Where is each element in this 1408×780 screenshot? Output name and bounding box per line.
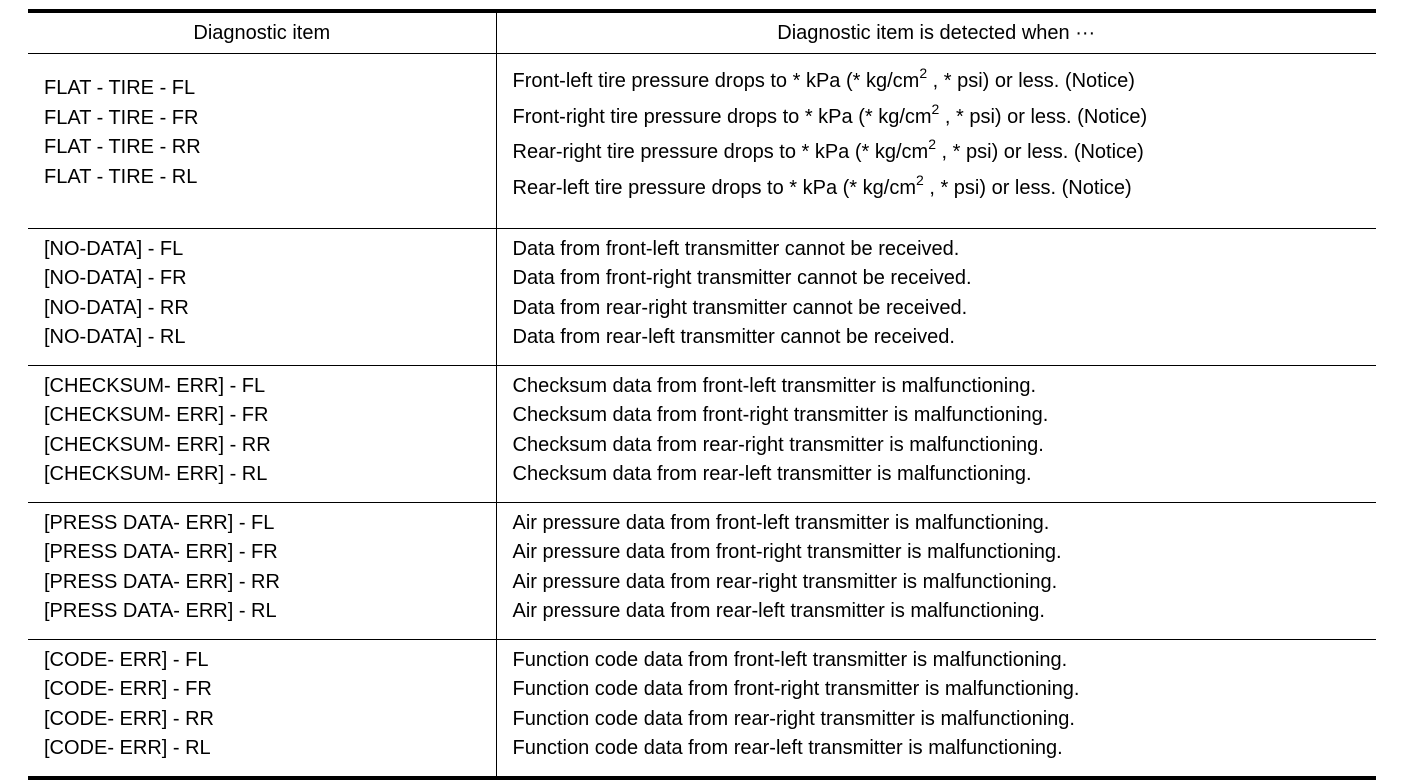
diagnostic-item: [PRESS DATA- ERR] - FR [44, 541, 278, 564]
diagnostic-table [28, 9, 1376, 780]
diagnostic-item: [CODE- ERR] - FR [44, 678, 212, 701]
detection-condition: Function code data from front-left transmitter is malfunctioning. [512, 649, 1068, 671]
diagnostic-item: FLAT - TIRE - RL [44, 165, 198, 188]
table-row-flat-tire [28, 54, 1376, 229]
detection-conditions-cell [496, 366, 1376, 503]
diagnostic-items-cell [28, 229, 496, 366]
diagnostic-item: [CODE- ERR] - RR [44, 707, 214, 730]
diagnostic-items-cell [28, 503, 496, 640]
diagnostic-item: [PRESS DATA- ERR] - FL [44, 512, 275, 534]
diagnostic-item: [CHECKSUM- ERR] - RR [44, 433, 271, 456]
detection-condition: Data from rear-left transmitter cannot be received. [512, 325, 955, 348]
diagnostic-item: [NO-DATA] - RR [44, 296, 189, 319]
detection-condition: Data from front-left transmitter cannot be received. [512, 238, 960, 260]
detection-conditions-cell [496, 229, 1376, 366]
diagnostic-item: [PRESS DATA- ERR] - RR [44, 570, 280, 593]
table-row-code-err [28, 640, 1376, 779]
detection-condition: Air pressure data from front-left transmitter is malfunctioning. [512, 512, 1050, 534]
diagnostic-item: FLAT - TIRE - RR [44, 136, 201, 158]
diagnostic-item: [CODE- ERR] - FL [44, 649, 209, 671]
diagnostic-item: [CODE- ERR] - RL [44, 736, 211, 759]
table-header-row [28, 11, 1376, 54]
detection-condition: Rear-right tire pressure drops to * kPa (* $kg/cm^2$ , * psi) or less. (Notice) [512, 136, 1144, 163]
detection-condition: Function code data from rear-right transmitter is malfunctioning. [512, 707, 1075, 730]
detection-condition: Checksum data from front-left transmitter is malfunctioning. [512, 375, 1037, 397]
detection-condition: Data from rear-right transmitter cannot be received. [512, 296, 968, 319]
diagnostic-item: [CHECKSUM- ERR] - FR [44, 404, 269, 427]
detection-condition: Rear-left tire pressure drops to * kPa (* $kg/cm^2$ , * psi) or less. (Notice) [512, 171, 1132, 199]
diagnostic-item: [PRESS DATA- ERR] - RL [44, 599, 277, 622]
detection-condition: Air pressure data from front-right transmitter is malfunctioning. [512, 541, 1062, 564]
detection-condition: Checksum data from front-right transmitter is malfunctioning. [512, 404, 1049, 427]
detection-condition: Front-right tire pressure drops to * kPa (* $kg/cm^2$ , * psi) or less. (Notice) [512, 100, 1148, 128]
detection-condition: Front-left tire pressure drops to * kPa (* $kg/cm^2$ , * psi) or less. (Notice) [512, 65, 1135, 92]
diagnostic-item: [NO-DATA] - FR [44, 267, 187, 290]
diagnostic-item: [CHECKSUM- ERR] - RL [44, 462, 268, 485]
detection-condition: Function code data from front-right transmitter is malfunctioning. [512, 678, 1080, 701]
diagnostic-item: FLAT - TIRE - FR [44, 106, 199, 129]
table-row-checksum-err [28, 366, 1376, 503]
diagnostic-items-cell [28, 640, 496, 779]
detection-condition: Data from front-right transmitter cannot be received. [512, 267, 972, 290]
table-row-press-data-err [28, 503, 1376, 640]
detection-conditions-cell [496, 54, 1376, 229]
diagnostic-items-cell [28, 54, 496, 229]
detection-condition: Checksum data from rear-left transmitter is malfunctioning. [512, 462, 1032, 485]
detection-conditions-cell [496, 503, 1376, 640]
header-diagnostic-item: Diagnostic item [193, 22, 331, 44]
diagnostic-item: FLAT - TIRE - FL [44, 77, 196, 99]
detection-condition: Checksum data from rear-right transmitter is malfunctioning. [512, 433, 1044, 456]
detection-condition: Air pressure data from rear-left transmitter is malfunctioning. [512, 599, 1045, 622]
detection-conditions-cell [496, 640, 1376, 779]
table-row-no-data [28, 229, 1376, 366]
header-detected-when: Diagnostic item is detected when ··· [496, 11, 1376, 54]
diagnostic-item: [CHECKSUM- ERR] - FL [44, 375, 266, 397]
detection-condition: Air pressure data from rear-right transmitter is malfunctioning. [512, 570, 1058, 593]
diagnostic-items-cell [28, 366, 496, 503]
diagnostic-item: [NO-DATA] - FL [44, 238, 184, 260]
diagnostic-item: [NO-DATA] - RL [44, 325, 186, 348]
detection-condition: Function code data from rear-left transmitter is malfunctioning. [512, 736, 1063, 759]
